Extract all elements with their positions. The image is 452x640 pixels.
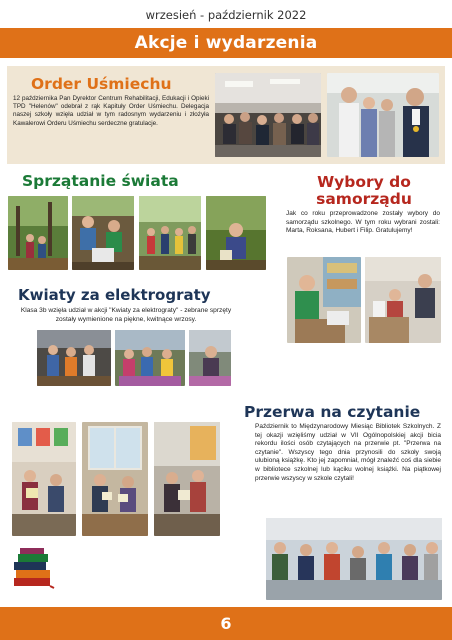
cleanup-photo-4 [206,196,266,270]
order-title: Order Uśmiechu [31,75,172,93]
footer-bar [0,607,452,640]
flowers-photo-2 [115,330,185,386]
reading-title: Przerwa na czytanie [244,403,421,421]
flowers-photo-3 [189,330,231,386]
page-title: Akcje i wydarzenia [134,33,318,53]
cleanup-title: Sprzątanie świata [22,172,179,190]
books-icon [12,548,56,590]
order-photo-ceremony [215,73,321,157]
cleanup-photo-1 [8,196,68,270]
order-section [7,66,445,164]
elections-photo-2 [365,257,441,343]
reading-photo-4 [266,518,442,600]
elections-photo-1 [287,257,361,343]
flowers-photo-1 [37,330,111,386]
elections-title [282,174,446,208]
cleanup-photo-3 [139,196,201,270]
reading-text: Październik to Międzynarodowy Miesiąc Bibliotek Szkolnych. Z tej okazji wzięliśmy udział w VII Ogólnopolskiej akcji bicia rekordu ilości osób czytających na przerwie pt. "Przerwa na czytanie". Wszyscy tego dnia przynosili do szkoły swoją ulubioną książkę. Kto jej zapomniał, mógł znaleźć coś dla siebie w bibliotece szkolnej lub kąciku wolnej książki. Na piątkowej przerwie wszyscy w szkole czytali! [255,423,441,482]
flowers-text: Klasa 3b wzięła udział w akcji "Kwiaty za elektrograty" - zebrane sprzęty zostały wymienione na piękne, kwitnące wrzosy. [20,307,232,323]
elections-title-line2: samorządu [316,190,412,208]
flowers-title: Kwiaty za elektrograty [18,286,211,304]
order-photo-award [327,73,439,157]
elections-title-line1: Wybory do [317,173,411,191]
order-text: 12 października Pan Dyrektor Centrum Rehabilitacji, Edukacji i Opieki TPD "Helenów" odebrał z rąk Kapituły Order Uśmiechu. Delegacja naszej szkoły wzięła udział w tym radosnym wydarzeniu i złożyła Kawalerowi Orderu Uśmiechu serdeczne gratulacje. [13,95,209,127]
elections-text: Jak co roku przeprowadzone zostały wybory do samorządu szkolnego. W tym roku wybrani zostali: Marta, Roksana, Hubert i Filip. Gratulujemy! [286,210,440,235]
reading-photo-2 [82,422,148,536]
reading-photo-1 [12,422,76,536]
cleanup-photo-2 [72,196,134,270]
header-bar [0,28,452,58]
reading-photo-3 [154,422,220,536]
page-number: 6 [220,614,232,633]
issue-date: wrzesień - październik 2022 [145,8,307,22]
